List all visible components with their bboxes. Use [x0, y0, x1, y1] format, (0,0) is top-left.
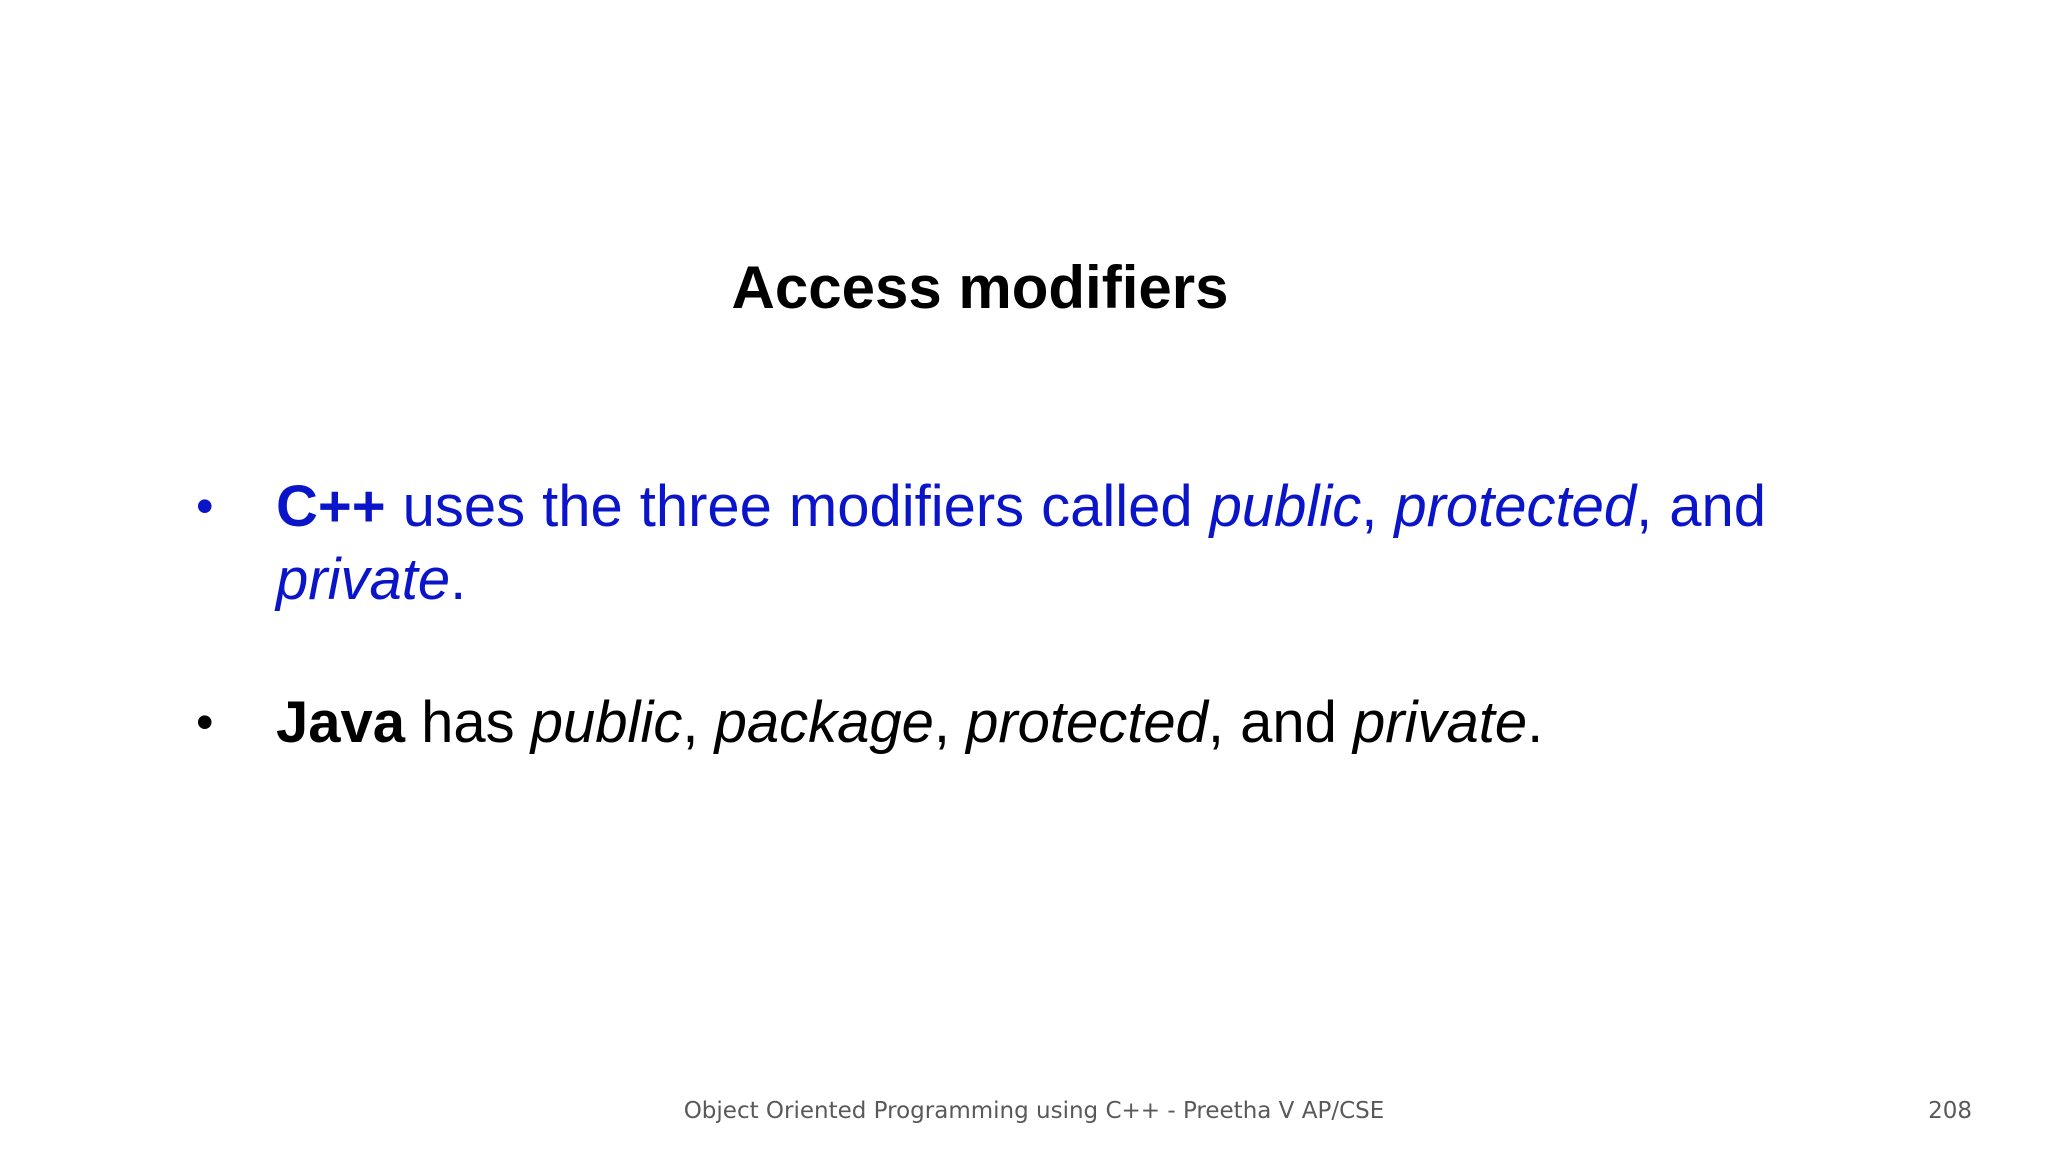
bullet-item-java — [196, 686, 1766, 759]
page-number: 208 — [1928, 1098, 1972, 1124]
bullet-text: has — [405, 690, 531, 755]
modifier-protected: protected — [966, 690, 1208, 755]
bullet-icon: • — [196, 694, 214, 750]
bullet-text: , and — [1636, 474, 1767, 539]
modifier-public: public — [1209, 474, 1362, 539]
slide-title: Access modifiers — [731, 254, 1229, 321]
bullet-text: , — [1361, 474, 1395, 539]
bullet-text: , — [933, 690, 967, 755]
modifier-private: private — [276, 547, 451, 612]
bullet-item-cpp — [196, 470, 1766, 616]
language-name-java: Java — [276, 690, 406, 755]
bullet-text: uses the three modifiers called — [385, 474, 1210, 539]
modifier-protected: protected — [1394, 474, 1637, 539]
language-name-cpp: C++ — [276, 474, 386, 539]
modifier-private: private — [1353, 690, 1528, 755]
bullet-text: . — [450, 547, 467, 612]
bullet-text: , — [682, 690, 715, 755]
bullet-text: , and — [1207, 690, 1354, 755]
bullet-icon: • — [196, 478, 214, 534]
modifier-package: package — [714, 690, 934, 755]
bullet-text: . — [1527, 690, 1544, 755]
slide-footer: Object Oriented Programming using C++ - Preetha V AP/CSE — [683, 1098, 1385, 1124]
modifier-public: public — [530, 690, 683, 755]
bullet-list — [196, 470, 1766, 759]
